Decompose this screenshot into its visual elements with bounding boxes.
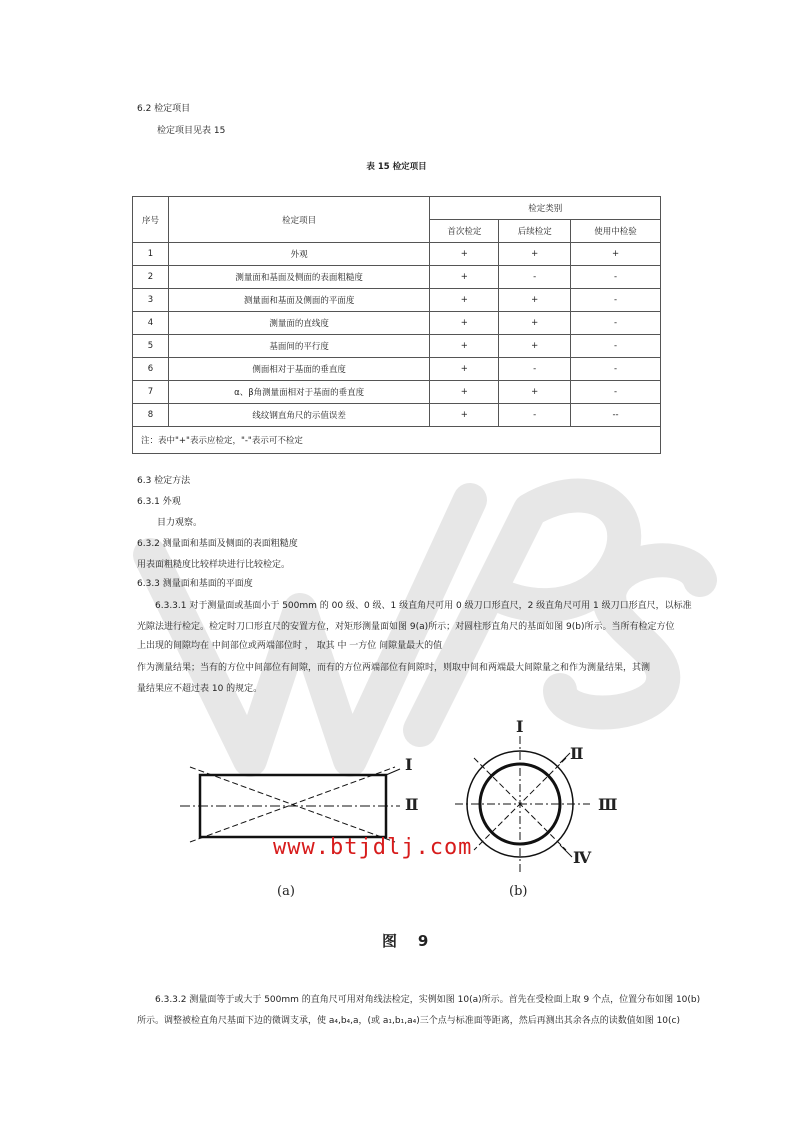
cell-subsequent: + bbox=[499, 243, 571, 266]
table-row bbox=[133, 358, 661, 381]
cell-first: + bbox=[430, 335, 499, 358]
figure-9a-drawing bbox=[180, 767, 400, 842]
section-heading-6-2: 6.2 检定项目 bbox=[137, 104, 191, 114]
cell-first: + bbox=[430, 404, 499, 427]
header-category: 检定类别 bbox=[430, 197, 661, 220]
section-heading-6-3: 6.3 检定方法 bbox=[137, 476, 191, 486]
cell-subsequent: + bbox=[499, 289, 571, 312]
cell-no: 5 bbox=[133, 335, 169, 358]
cell-no: 4 bbox=[133, 312, 169, 335]
figure-9a-caption: (a) bbox=[277, 884, 295, 899]
cell-in-use: - bbox=[571, 381, 661, 404]
cell-item: 线纹钢直角尺的示值误差 bbox=[168, 404, 429, 427]
cell-subsequent: - bbox=[499, 266, 571, 289]
cell-subsequent: + bbox=[499, 335, 571, 358]
header-in-use: 使用中检验 bbox=[571, 220, 661, 243]
figure-9a-label-II: Ⅱ bbox=[405, 795, 419, 814]
cell-first: + bbox=[430, 358, 499, 381]
figure-9b-label-III: Ⅲ bbox=[598, 795, 618, 814]
inspection-items-table bbox=[132, 196, 661, 454]
section-heading-6-3-2: 6.3.2 测量面和基面及侧面的表面粗糙度 bbox=[137, 539, 298, 549]
cell-in-use: - bbox=[571, 312, 661, 335]
table-row bbox=[133, 289, 661, 312]
section-heading-6-3-1: 6.3.1 外观 bbox=[137, 497, 181, 507]
paragraph-6-3-3-1-line5: 量结果应不超过表 10 的规定。 bbox=[137, 684, 263, 694]
cell-item: 测量面的直线度 bbox=[168, 312, 429, 335]
cell-in-use: - bbox=[571, 266, 661, 289]
figure-9b-caption: (b) bbox=[509, 884, 528, 899]
table-row bbox=[133, 404, 661, 427]
cell-first: + bbox=[430, 266, 499, 289]
table-row bbox=[133, 312, 661, 335]
cell-item: 测量面和基面及侧面的平面度 bbox=[168, 289, 429, 312]
header-first: 首次检定 bbox=[430, 220, 499, 243]
cell-item: 基面间的平行度 bbox=[168, 335, 429, 358]
figure-9 bbox=[0, 700, 793, 960]
table-row bbox=[133, 335, 661, 358]
cell-subsequent: + bbox=[499, 312, 571, 335]
cell-first: + bbox=[430, 289, 499, 312]
table-note: 注：表中"+"表示应检定，"-"表示可不检定 bbox=[133, 427, 661, 454]
section-text-6-2: 检定项目见表 15 bbox=[157, 126, 226, 136]
section-text-6-3-1: 目力观察。 bbox=[157, 518, 203, 528]
cell-in-use: - bbox=[571, 289, 661, 312]
section-heading-6-3-3: 6.3.3 测量面和基面的平面度 bbox=[137, 579, 253, 589]
cell-first: + bbox=[430, 312, 499, 335]
cell-no: 1 bbox=[133, 243, 169, 266]
table-row bbox=[133, 243, 661, 266]
figure-9b-label-IV: Ⅳ bbox=[573, 848, 592, 867]
paragraph-6-3-3-1-line2: 光隙法进行检定。检定时刀口形直尺的安置方位，对矩形测量面如图 9(a)所示；对圆柱形直角尺的基面如图 9(b)所示。当所有检定方位 bbox=[137, 622, 675, 632]
figure-9-caption: 图 9 bbox=[382, 932, 429, 950]
table-row bbox=[133, 266, 661, 289]
paragraph-6-3-3-1-line4: 作为测量结果；当有的方位中间部位有间隙，而有的方位两端部位有间隙时，则取中间和两端最大间隙量之和作为测量结果，其测 bbox=[137, 663, 651, 673]
figure-9b-label-II: Ⅱ bbox=[570, 744, 584, 763]
cell-item: 测量面和基面及侧面的表面粗糙度 bbox=[168, 266, 429, 289]
cell-item: 外观 bbox=[168, 243, 429, 266]
header-item: 检定项目 bbox=[168, 197, 429, 243]
paragraph-6-3-3-2-line1: 6.3.3.2 测量面等于或大于 500mm 的直角尺可用对角线法检定，实例如图 10(a)所示。首先在受检面上取 9 个点，位置分布如图 10(b) bbox=[155, 995, 701, 1005]
cell-subsequent: - bbox=[499, 404, 571, 427]
header-no: 序号 bbox=[133, 197, 169, 243]
paragraph-6-3-3-1-line3: 上出现的间隙均在 中间部位或两端部位时 ， 取其 中 一方位 间隙量最大的值 bbox=[137, 641, 443, 651]
header-subsequent: 后续检定 bbox=[499, 220, 571, 243]
paragraph-6-3-3-2-line2: 所示。调整被检直角尺基面下边的微调支承，使 a₄,b₄,a，(或 a₁,b₁,a₄)三个点与标准面等距离，然后再测出其余各点的读数值如图 10(c) bbox=[137, 1016, 681, 1026]
section-text-6-3-2: 用表面粗糙度比较样块进行比较检定。 bbox=[137, 560, 291, 570]
cell-subsequent: - bbox=[499, 358, 571, 381]
paragraph-6-3-3-1-line1: 6.3.3.1 对于测量面或基面小于 500mm 的 00 级、0 级、1 级直角尺可用 0 级刀口形直尺，2 级直角尺可用 1 级刀口形直尺，以标准 bbox=[155, 601, 692, 611]
cell-item: 侧面相对于基面的垂直度 bbox=[168, 358, 429, 381]
cell-first: + bbox=[430, 381, 499, 404]
cell-no: 7 bbox=[133, 381, 169, 404]
cell-in-use: - bbox=[571, 358, 661, 381]
figure-9a-label-I: I bbox=[405, 755, 413, 774]
cell-subsequent: + bbox=[499, 381, 571, 404]
cell-no: 3 bbox=[133, 289, 169, 312]
watermark-url: www.btjdlj.com bbox=[273, 835, 473, 860]
cell-in-use: -- bbox=[571, 404, 661, 427]
cell-in-use: - bbox=[571, 335, 661, 358]
table-caption: 表 15 检定项目 bbox=[366, 162, 427, 172]
cell-first: + bbox=[430, 243, 499, 266]
cell-item: α、β角测量面相对于基面的垂直度 bbox=[168, 381, 429, 404]
table-row bbox=[133, 381, 661, 404]
cell-no: 6 bbox=[133, 358, 169, 381]
cell-in-use: + bbox=[571, 243, 661, 266]
figure-9b-label-I: I bbox=[516, 717, 524, 736]
cell-no: 2 bbox=[133, 266, 169, 289]
cell-no: 8 bbox=[133, 404, 169, 427]
